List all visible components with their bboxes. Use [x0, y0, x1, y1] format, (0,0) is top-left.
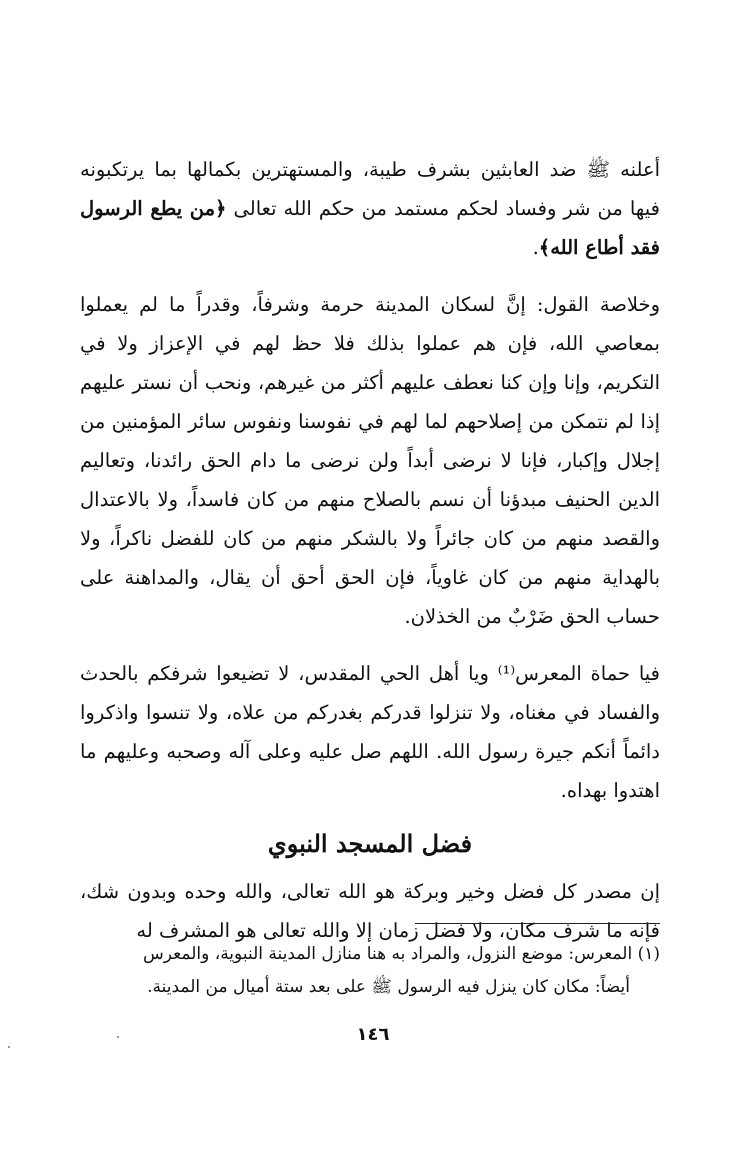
paragraph-1-text: أعلنه ﷺ ضد العابثين بشرف طيبة، والمستهترين بكمالها بما يرتكبونه فيها من شر وفساد لحكم مستمد من حكم الله تعالى	[80, 158, 660, 220]
paragraph-3: فيا حماة المعرس⁽¹⁾ ويا أهل الحي المقدس، لا تضيعوا شرفكم بالحدث والفساد في مغناه، ولا تنزلوا قدركم بغدركم من علاه، ولا تنسوا واذكروا دائماً أنكم جيرة رسول الله. اللهم صل عليه وعلى آله وصحبه وعليهم ما اهتدوا بهداه.	[80, 662, 661, 802]
quran-quote: ﴿من يطع الرسول فقد أطاع الله﴾	[80, 197, 660, 259]
paragraph-4: إن مصدر كل فضل وخير وبركة هو الله تعالى، والله وحده وبدون شك، فإنه ما شرف مكان، ولا فضل زمان إلا والله تعالى هو المشرف له	[80, 880, 660, 942]
footnote	[80, 938, 660, 1004]
footnote-separator	[415, 923, 660, 924]
scan-speck	[8, 1046, 10, 1048]
main-text	[80, 150, 660, 950]
paragraph-2: وخلاصة القول: إنَّ لسكان المدينة حرمة وشرفاً، وقدراً ما لم يعملوا بمعاصي الله، فإن هم عملوا بذلك فلا حظ لهم في الإعزاز ولا في التكريم، وإنا وإن كنا نعطف عليهم أكثر من غيرهم، ونحب أن نستر عليهم إذا لم نتمكن من إصلاحهم لما لهم في نفوسنا ونفوس سائر المؤمنين من إجلال وإكبار، فإنا لا نرضى أبداً ولن نرضى ما دام الحق رائدنا، وتعاليم الدين الحنيف مبدؤنا أن نسم بالصلاح منهم من كان فاسداً، ولا بالاعتدال والقصد منهم من كان جائراً ولا بالشكر منهم من كان للفضل ناكراً، ولا بالهداية منهم من كان غاوياً، فإن الحق أحق أن يقال، والمداهنة على حساب الحق ضَرْبٌ من الخذلان.	[80, 293, 660, 628]
paragraph-1-end: .	[532, 236, 539, 259]
paragraph-1	[80, 150, 660, 267]
footnote-line-1: (١) المعرس: موضع النزول، والمراد به هنا منازل المدينة النبوية، والمعرس	[143, 944, 660, 964]
footnote-line-2: أيضاً: مكان كان ينزل فيه الرسول ﷺ على بعد ستة أميال من المدينة.	[147, 977, 630, 997]
page-number: ١٤٦	[356, 1024, 390, 1045]
section-heading: فضل المسجد النبوي	[267, 829, 473, 858]
scan-speck	[117, 1036, 119, 1038]
